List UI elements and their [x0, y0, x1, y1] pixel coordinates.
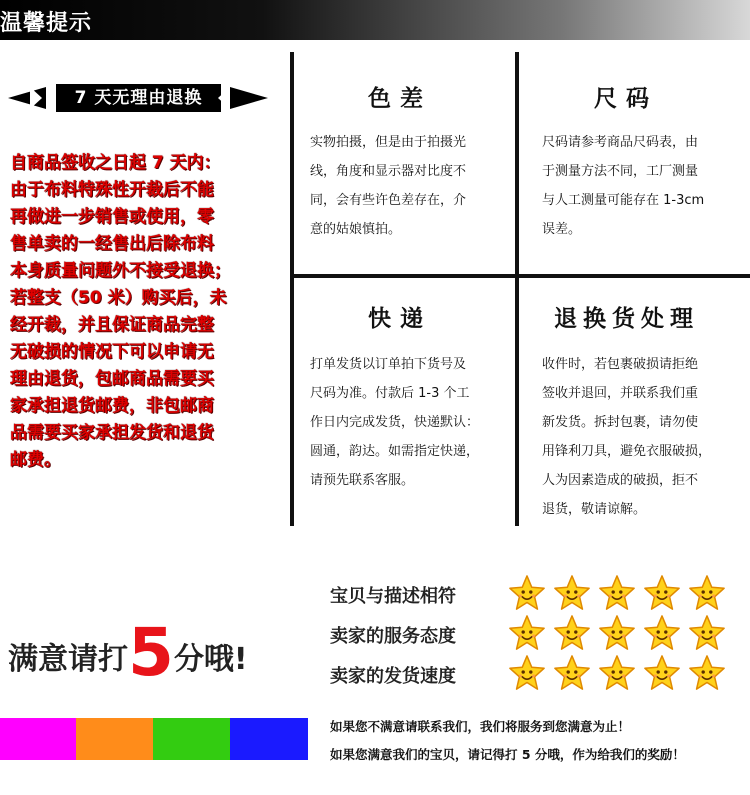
star-icon: [643, 614, 681, 652]
star-icon: [553, 654, 591, 692]
star-icon: [598, 574, 636, 612]
rating-row: [330, 654, 750, 694]
star-icon: [553, 574, 591, 612]
rating-label: 卖家的服务态度: [330, 626, 456, 647]
policy-line: 理由退货，包邮商品需要买: [10, 369, 214, 389]
color-swatch: [153, 718, 230, 760]
star-icon: [598, 614, 636, 652]
size-title: 尺码: [594, 86, 658, 112]
returns-text: 收件时，若包裹破损请拒绝 签收并退回，并联系我们重 新发货。拆封包裹，请勿使 用锋利刀具，避免衣服破损， 人为因素造成的破损，拒不 退货，敬请谅解。: [542, 357, 712, 517]
star-icon: [508, 654, 546, 692]
star-icon: [688, 574, 726, 612]
star-rating: [508, 654, 748, 694]
header-bar: [0, 0, 750, 40]
policy-line: 邮费。: [10, 450, 61, 470]
star-icon: [688, 614, 726, 652]
star-icon: [508, 574, 546, 612]
rating-number: 5: [128, 614, 174, 691]
return-policy-text: [10, 150, 288, 474]
color-diff-title: 色差: [368, 86, 432, 112]
policy-line: 经开裁，并且保证商品完整: [10, 315, 214, 335]
policy-line: 家承担退货邮费，非包邮商: [10, 396, 214, 416]
footer-line: 如果您满意我们的宝贝，请记得打 5 分哦，作为给我们的奖励！: [330, 747, 685, 762]
star-icon: [688, 654, 726, 692]
color-diff-text: 实物拍摄，但是由于拍摄光 线，角度和显示器对比度不 同，会有些许色差存在，介 意的姑娘慎拍。: [310, 135, 467, 237]
color-swatch: [76, 718, 153, 760]
grid-divider-center: [515, 52, 519, 526]
policy-line: 自商品签收之日起 7 天内：: [10, 153, 221, 173]
policy-line: 售单卖的一经售出后除布料: [10, 234, 214, 254]
returns-title: 退换货处理: [554, 306, 699, 332]
header-title: 温馨提示: [0, 11, 93, 36]
color-swatch: [230, 718, 308, 760]
star-icon: [643, 654, 681, 692]
rating-row: [330, 574, 750, 614]
policy-line: 若整支（50 米）购买后，未: [10, 288, 227, 308]
shipping-title: 快递: [368, 306, 432, 332]
star-rating: [508, 574, 748, 614]
rating-prompt: [8, 614, 248, 691]
size-text: 尺码请参考商品尺码表，由 于测量方法不同，工厂测量 与人工测量可能存在 1-3cm 误差。: [542, 135, 705, 237]
policy-badge: [8, 84, 263, 112]
star-icon: [643, 574, 681, 612]
grid-divider-horizontal: [290, 274, 750, 278]
rating-prefix: 满意请打: [8, 642, 128, 677]
rating-suffix: 分哦!: [173, 642, 248, 677]
shipping-text: 打单发货以订单拍下货号及 尺码为准。付款后 1-3 个工 作日内完成发货，快递默认： 圆通，韵达。如需指定快递， 请预先联系客服。: [310, 357, 480, 488]
policy-line: 品需要买家承担发货和退货: [10, 423, 214, 443]
policy-badge-label: 7 天无理由退换: [56, 84, 221, 112]
star-icon: [508, 614, 546, 652]
rating-label: 卖家的发货速度: [330, 666, 456, 687]
footer-line: 如果您不满意请联系我们，我们将服务到您满意为止！: [330, 719, 631, 734]
policy-line: 再做进一步销售或使用，零: [10, 207, 214, 227]
grid-divider-left: [290, 52, 294, 526]
rating-label: 宝贝与描述相符: [330, 586, 456, 607]
color-swatch: [0, 718, 76, 760]
star-icon: [553, 614, 591, 652]
policy-line: 无破损的情况下可以申请无: [10, 342, 214, 362]
policy-line: 由于布料特殊性开裁后不能: [10, 180, 214, 200]
rating-row: [330, 614, 750, 654]
policy-line: 本身质量问题外不接受退换；: [10, 261, 231, 281]
arrow-left-icon: [8, 87, 46, 109]
star-rating: [508, 614, 748, 654]
arrow-right-icon: [230, 87, 268, 109]
star-icon: [598, 654, 636, 692]
